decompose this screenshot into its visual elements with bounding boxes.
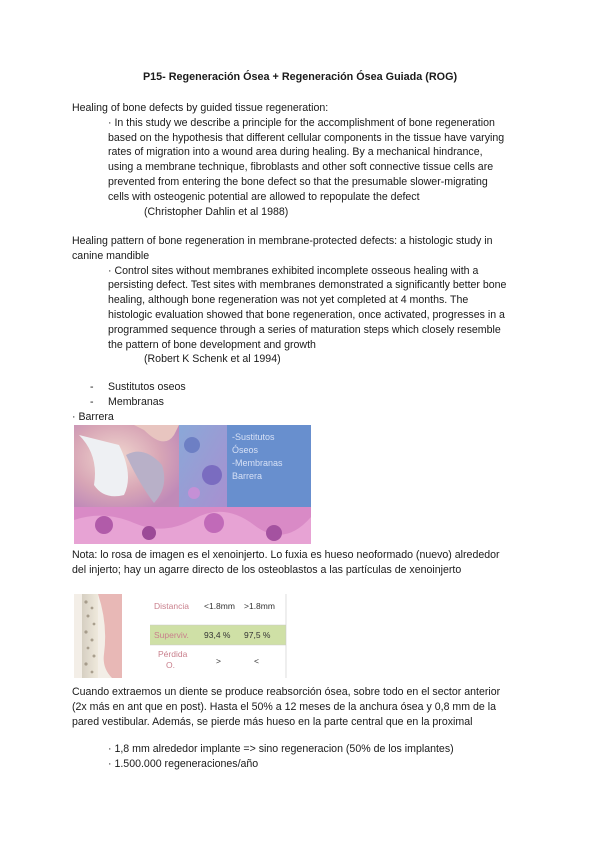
paragraph-line: healing, although bone regeneration was not yet completed at 4 months. The (108, 294, 469, 307)
paragraph-line: using a membrane technique, fibroblasts and other soft connective tissue cells are (108, 161, 494, 174)
table-row-label: Superviv. (154, 630, 189, 640)
table-cell: >1.8mm (244, 601, 275, 611)
figure-label: -Membranas (232, 458, 283, 468)
list-item-label: Membranas (108, 395, 164, 408)
list-item: · Barrera (72, 410, 114, 423)
paragraph-line: · Control sites without membranes exhibited incomplete osseous healing with a (108, 264, 479, 277)
section-healing-pattern (72, 234, 534, 367)
list-item: - Sustitutos oseos (90, 381, 186, 393)
paragraph-line: histologic evaluation showed that bone regeneration, once activated, progresses in a (108, 308, 505, 321)
paragraph-line: cells with osteogenic potential are allowed to repopulate the defect (108, 190, 420, 203)
page-title: P15- Regeneración Ósea + Regeneración Ósea Guiada (ROG) (142, 71, 458, 83)
table-cell: 97,5 % (244, 630, 271, 640)
note-line: Nota: lo rosa de imagen es el xenoinjerto. Lo fuxia es hueso neoformado (nuevo) alrededor (72, 549, 500, 561)
table-cell: <1.8mm (204, 601, 235, 611)
list-item: · 1,8 mm alrededor implante => sino regeneracion (50% de los implantes) (108, 743, 454, 755)
paragraph-line: (2x más en ant que en post). Hasta el 50% a 12 meses de la anchura ósea y 0,8 mm de la (72, 700, 496, 713)
histology-image (74, 425, 311, 544)
paragraph-line: Cuando extraemos un diente se produce reabsorción ósea, sobre todo en el sector anterior (72, 686, 501, 698)
citation: (Christopher Dahlin et al 1988) (144, 205, 289, 218)
histology-figure (74, 425, 311, 544)
section-guided-tissue-regeneration (72, 101, 534, 219)
resorption-paragraph (72, 685, 534, 729)
implant-table-image (74, 594, 288, 678)
section-heading-line: canine mandible (72, 249, 150, 262)
table-cell: < (254, 656, 259, 666)
paragraph-line: prevented from entering the bone defect so that the presumable slower-migrating (108, 175, 488, 188)
citation: (Robert K Schenk et al 1994) (144, 353, 281, 366)
figure-label: -Sustitutos (232, 432, 275, 442)
paragraph-line: the pattern of bone development and growth (108, 338, 316, 351)
final-bullets (72, 742, 534, 772)
table-row-label-cont: O. (166, 660, 175, 670)
table-cell: > (216, 656, 221, 666)
table-row-label: Pérdida (158, 649, 188, 659)
paragraph-line: persisting defect. Test sites with membranes demonstrated a significantly better bone (108, 279, 507, 292)
table-row-label: Distancia (154, 601, 189, 611)
paragraph-line: pared vestibular. Además, se pierde más hueso en la parte central que en la proximal (72, 715, 473, 728)
paragraph-line: · In this study we describe a principle for the accomplishment of bone regeneration (108, 116, 495, 129)
note-line: del injerto; hay un agarre directo de los osteoblastos a las partículas de xenoinjerto (72, 563, 462, 576)
paragraph-line: based on the hypothesis that different cellular components in the tissue have varying (108, 131, 505, 144)
figure-label: Óseos (232, 445, 259, 455)
list-item: - Membranas (90, 395, 164, 408)
section-heading-line: Healing pattern of bone regeneration in membrane-protected defects: a histologic study in (72, 235, 493, 247)
figure-label: Barrera (232, 471, 263, 481)
list-item-label: Sustitutos oseos (108, 381, 186, 393)
section-heading: Healing of bone defects by guided tissue regeneration: (72, 102, 329, 114)
list-item: · 1.500.000 regeneraciones/año (108, 757, 259, 770)
paragraph-line: rates of migration into a wound area during healing. By a mechanical hindrance, (108, 146, 483, 159)
topic-list (72, 380, 534, 424)
implant-distance-figure (74, 594, 288, 678)
paragraph-line: programmed sequence through a series of maturation steps which closely resemble (108, 323, 501, 336)
table-cell: 93,4 % (204, 630, 231, 640)
note (72, 548, 534, 578)
